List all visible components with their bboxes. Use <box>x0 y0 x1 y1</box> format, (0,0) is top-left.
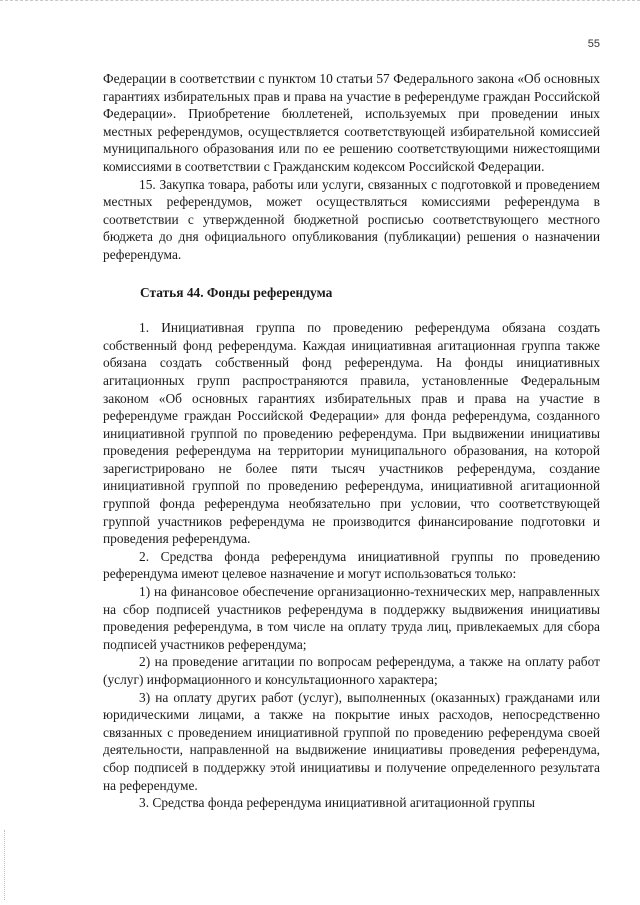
subitem-2: 2) на проведение агитации по вопросам референдума, а также на оплату работ (услуг) информационного и консультационного характера; <box>103 654 600 687</box>
scan-edge-left <box>4 830 6 900</box>
subitem-1: 1) на финансовое обеспечение организационно-технических мер, направленных на сбор подписей участников референдума в поддержку выдвижения инициативы проведения референдума, в том числе на оплату труда лиц, привлекаемых для сбора подписей участников референдума; <box>103 584 600 652</box>
paragraph-1: 1. Инициативная группа по проведению референдума обязана создать собственный фонд референдума. Каждая инициативная агитационная группа также обязана создать собственный фонд референдума. На фонды инициативных агитационных групп распространяются правила, установленные Федеральным законом «Об основных гарантиях избирательных прав и права на участие в референдуме граждан Российской Федерации» для фонда референдума, созданного инициативной группой по проведению референдума. При выдвижении инициативы проведения референдума на территории муниципального образования, на которой зарегистрировано не более пяти тысяч участников референдума, создание инициативной группой по проведению референдума, инициативной агитационной группой фонда референдума необязательно при условии, что соответствующей группой участников референдума не производится финансирование подготовки и проведения референдума. <box>103 320 600 547</box>
paragraph-3: 3. Средства фонда референдума инициативной агитационной группы <box>139 795 536 811</box>
subitem-3: 3) на оплату других работ (услуг), выполненных (оказанных) гражданами или юридическими лицами, а также на покрытие иных расходов, непосредственно связанных с проведением инициативной группой по проведению референдума своей деятельности, направленной на выдвижение инициативы проведения референдума, сбор подписей в поддержку этой инициативы и получение определенного результата на референдуме. <box>103 689 600 793</box>
paragraph-item-15: 15. Закупка товара, работы или услуги, связанных с подготовкой и проведением местных референдумов, может осуществляться комиссиями референдума в соответствии с утвержденной бюджетной росписью соответствующего местного бюджета до дня официального опубликования (публикации) решения о назначении референдума. <box>103 176 600 262</box>
paragraph-continuation: Федерации в соответствии с пунктом 10 статьи 57 Федерального закона «Об основных гарантиях избирательных прав и права на участие в референдуме граждан Российской Федерации». Приобретение бюллетеней, используемых при проведении иных местных референдумов, осуществляется соответствующей избирательной комиссией муниципального образования или по ее решению соответствующими нижестоящими комиссиями в соответствии с Гражданским кодексом Российской Федерации. <box>103 71 600 174</box>
page-number: 55 <box>587 38 600 50</box>
scan-edge-top <box>0 0 640 7</box>
article-heading: Статья 44. Фонды референдума <box>140 284 333 300</box>
document-body <box>103 70 600 812</box>
paragraph-2: 2. Средства фонда референдума инициативной группы по проведению референдума имеют целевое назначение и могут использоваться только: <box>103 548 600 582</box>
